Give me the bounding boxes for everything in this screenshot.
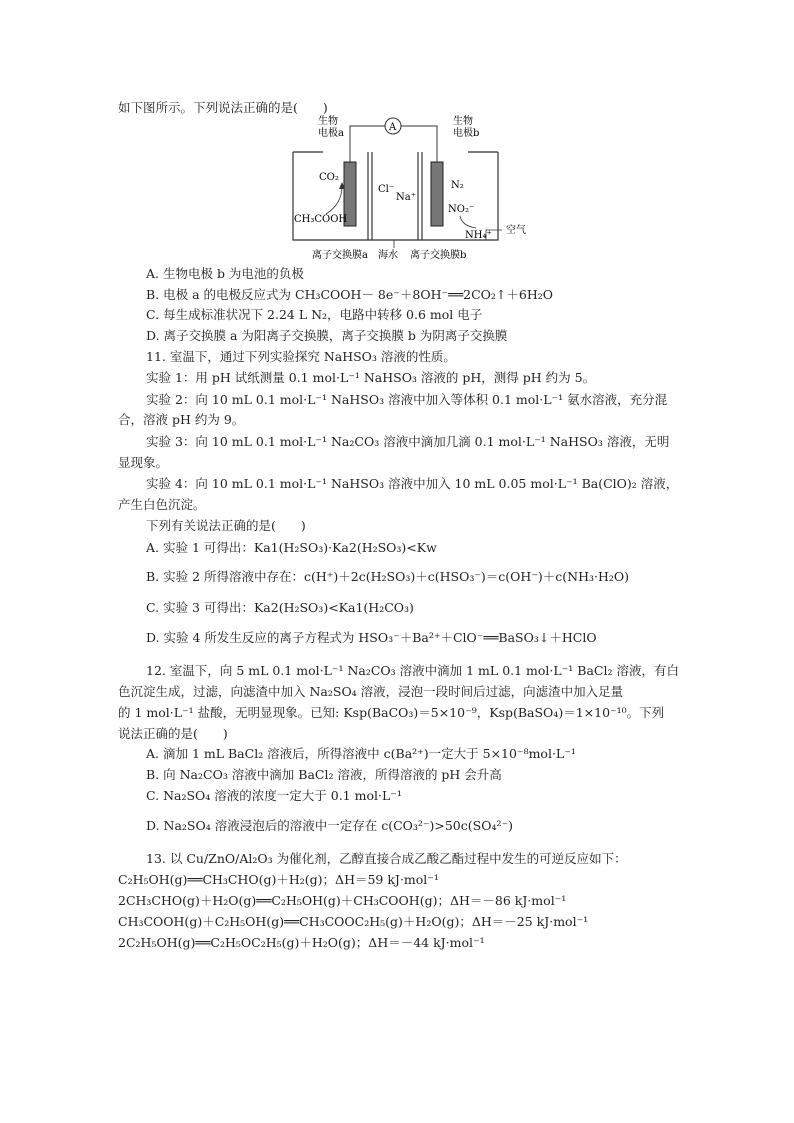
q11-exp4-line2: 产生白色沉淀。 xyxy=(118,497,206,512)
q10-option-b: B. 电极 a 的电极反应式为 CH₃COOH－ 8e⁻＋8OH⁻══2CO₂↑＋6H₂O xyxy=(146,287,553,302)
q11-exp2-line1: 实验 2：向 10 mL 0.1 mol·L⁻¹ NaHSO₃ 溶液中加入等体积 0.1 mol·L⁻¹ 氨水溶液，充分混 xyxy=(146,392,668,407)
q11-exp1: 实验 1：用 pH 试纸测量 0.1 mol·L⁻¹ NaHSO₃ 溶液的 pH，测得 pH 约为 5。 xyxy=(146,370,596,385)
q12-stem-line1: 12. 室温下，向 5 mL 0.1 mol·L⁻¹ Na₂CO₃ 溶液中滴加 1 mL 0.1 mol·L⁻¹ BaCl₂ 溶液，有白 xyxy=(146,663,679,678)
n2-label: N₂ xyxy=(451,180,464,191)
q12-option-c: C. Na₂SO₄ 溶液的浓度一定大于 0.1 mol·L⁻¹ xyxy=(146,788,402,803)
ammeter-label: A xyxy=(389,122,397,133)
seawater-label: 海水 xyxy=(378,250,398,261)
question-intro: 如下图所示。下列说法正确的是( ) xyxy=(118,100,328,115)
q13-reaction-1: C₂H₅OH(g)══CH₃CHO(g)＋H₂(g)；ΔH＝59 kJ·mol⁻¹ xyxy=(118,872,439,887)
q12-stem-line2: 色沉淀生成，过滤，向滤渣中加入 Na₂SO₄ 溶液，浸泡一段时间后过滤，向滤渣中加入足量 xyxy=(118,684,624,699)
arrow-ch3cooh-to-co2 xyxy=(326,186,342,214)
membrane-b-label: 离子交换膜b xyxy=(410,250,467,261)
q11-exp4-line1: 实验 4：向 10 mL 0.1 mol·L⁻¹ NaHSO₃ 溶液中加入 10 mL 0.05 mol·L⁻¹ Ba(ClO)₂ 溶液， xyxy=(146,476,679,491)
q11-option-b: B. 实验 2 所得溶液中存在：c(H⁺)＋2c(H₂SO₃)＋c(HSO₃⁻)＝c(OH⁻)＋c(NH₃·H₂O) xyxy=(146,569,630,584)
q11-option-a: A. 实验 1 可得出：Ka1(H₂SO₃)·Ka2(H₂SO₃)<Kw xyxy=(146,540,437,555)
electrode-a-label-bottom: 电极a xyxy=(318,128,344,139)
q11-option-c: C. 实验 3 可得出：Ka2(H₂SO₃)<Ka1(H₂CO₃) xyxy=(146,600,414,615)
q13-reaction-2: 2CH₃CHO(g)＋H₂O(g)══C₂H₅OH(g)＋CH₃COOH(g)；ΔH＝－86 kJ·mol⁻¹ xyxy=(118,893,567,908)
ch3cooh-label: CH₃COOH xyxy=(294,214,348,225)
q11-option-d: D. 实验 4 所发生反应的离子方程式为 HSO₃⁻＋Ba²⁺＋ClO⁻══BaSO₃↓＋HClO xyxy=(146,630,597,645)
electrode-a-label-top: 生物 xyxy=(318,116,338,127)
no2-label: NO₂⁻ xyxy=(448,204,475,215)
q12-option-b: B. 向 Na₂CO₃ 溶液中滴加 BaCl₂ 溶液，所得溶液的 pH 会升高 xyxy=(146,767,502,782)
q12-stem-line4: 说法正确的是( ) xyxy=(118,726,228,741)
cl-ion-label: Cl⁻ xyxy=(378,184,395,195)
arrow-nh4-to-no2 xyxy=(460,216,476,228)
q11-stem: 11. 室温下，通过下列实验探究 NaHSO₃ 溶液的性质。 xyxy=(146,349,456,364)
air-label: 空气 xyxy=(506,225,526,236)
electrochemical-cell-diagram xyxy=(288,114,548,270)
q11-exp3-line2: 显现象。 xyxy=(118,455,169,470)
q12-option-d: D. Na₂SO₄ 溶液浸泡后的溶液中一定存在 c(CO₃²⁻)>50c(SO₄²⁻) xyxy=(146,818,513,833)
q13-stem: 13. 以 Cu/ZnO/Al₂O₃ 为催化剂，乙醇直接合成乙酸乙酯过程中发生的可逆反应如下： xyxy=(146,851,627,866)
q11-exp3-line1: 实验 3：向 10 mL 0.1 mol·L⁻¹ Na₂CO₃ 溶液中滴加几滴 0.1 mol·L⁻¹ NaHSO₃ 溶液，无明 xyxy=(146,434,670,449)
q12-option-a: A. 滴加 1 mL BaCl₂ 溶液后，所得溶液中 c(Ba²⁺)一定大于 5×10⁻⁸mol·L⁻¹ xyxy=(146,746,576,761)
q12-stem-line3: 的 1 mol·L⁻¹ 盐酸，无明显现象。已知: Ksp(BaCO₃)＝5×10⁻⁹，Ksp(BaSO₄)＝1×10⁻¹⁰。下列 xyxy=(118,705,665,720)
membrane-a-label: 离子交换膜a xyxy=(312,250,368,261)
q13-reaction-4: 2C₂H₅OH(g)══C₂H₅OC₂H₅(g)＋H₂O(g)；ΔH＝－44 kJ·mol⁻¹ xyxy=(118,935,485,950)
electrode-b-label-bottom: 电极b xyxy=(453,128,480,139)
q11-ask: 下列有关说法正确的是( ) xyxy=(146,518,306,533)
q11-exp2-line2: 合，溶液 pH 约为 9。 xyxy=(118,412,245,427)
q10-option-d: D. 离子交换膜 a 为阳离子交换膜，离子交换膜 b 为阴离子交换膜 xyxy=(146,328,508,343)
q13-reaction-3: CH₃COOH(g)＋C₂H₅OH(g)══CH₃COOC₂H₅(g)＋H₂O(g)；ΔH＝－25 kJ·mol⁻¹ xyxy=(118,914,589,929)
na-ion-label: Na⁺ xyxy=(396,192,416,203)
wire-b xyxy=(401,126,437,162)
co2-label: CO₂ xyxy=(319,172,339,183)
nh4-label: NH₄⁺ xyxy=(465,230,492,241)
q10-option-a: A. 生物电极 b 为电池的负极 xyxy=(146,266,304,281)
electrode-b-label-top: 生物 xyxy=(453,116,473,127)
electrode-b xyxy=(431,162,443,226)
q10-option-c: C. 每生成标准状况下 2.24 L N₂，电路中转移 0.6 mol 电子 xyxy=(146,307,483,322)
